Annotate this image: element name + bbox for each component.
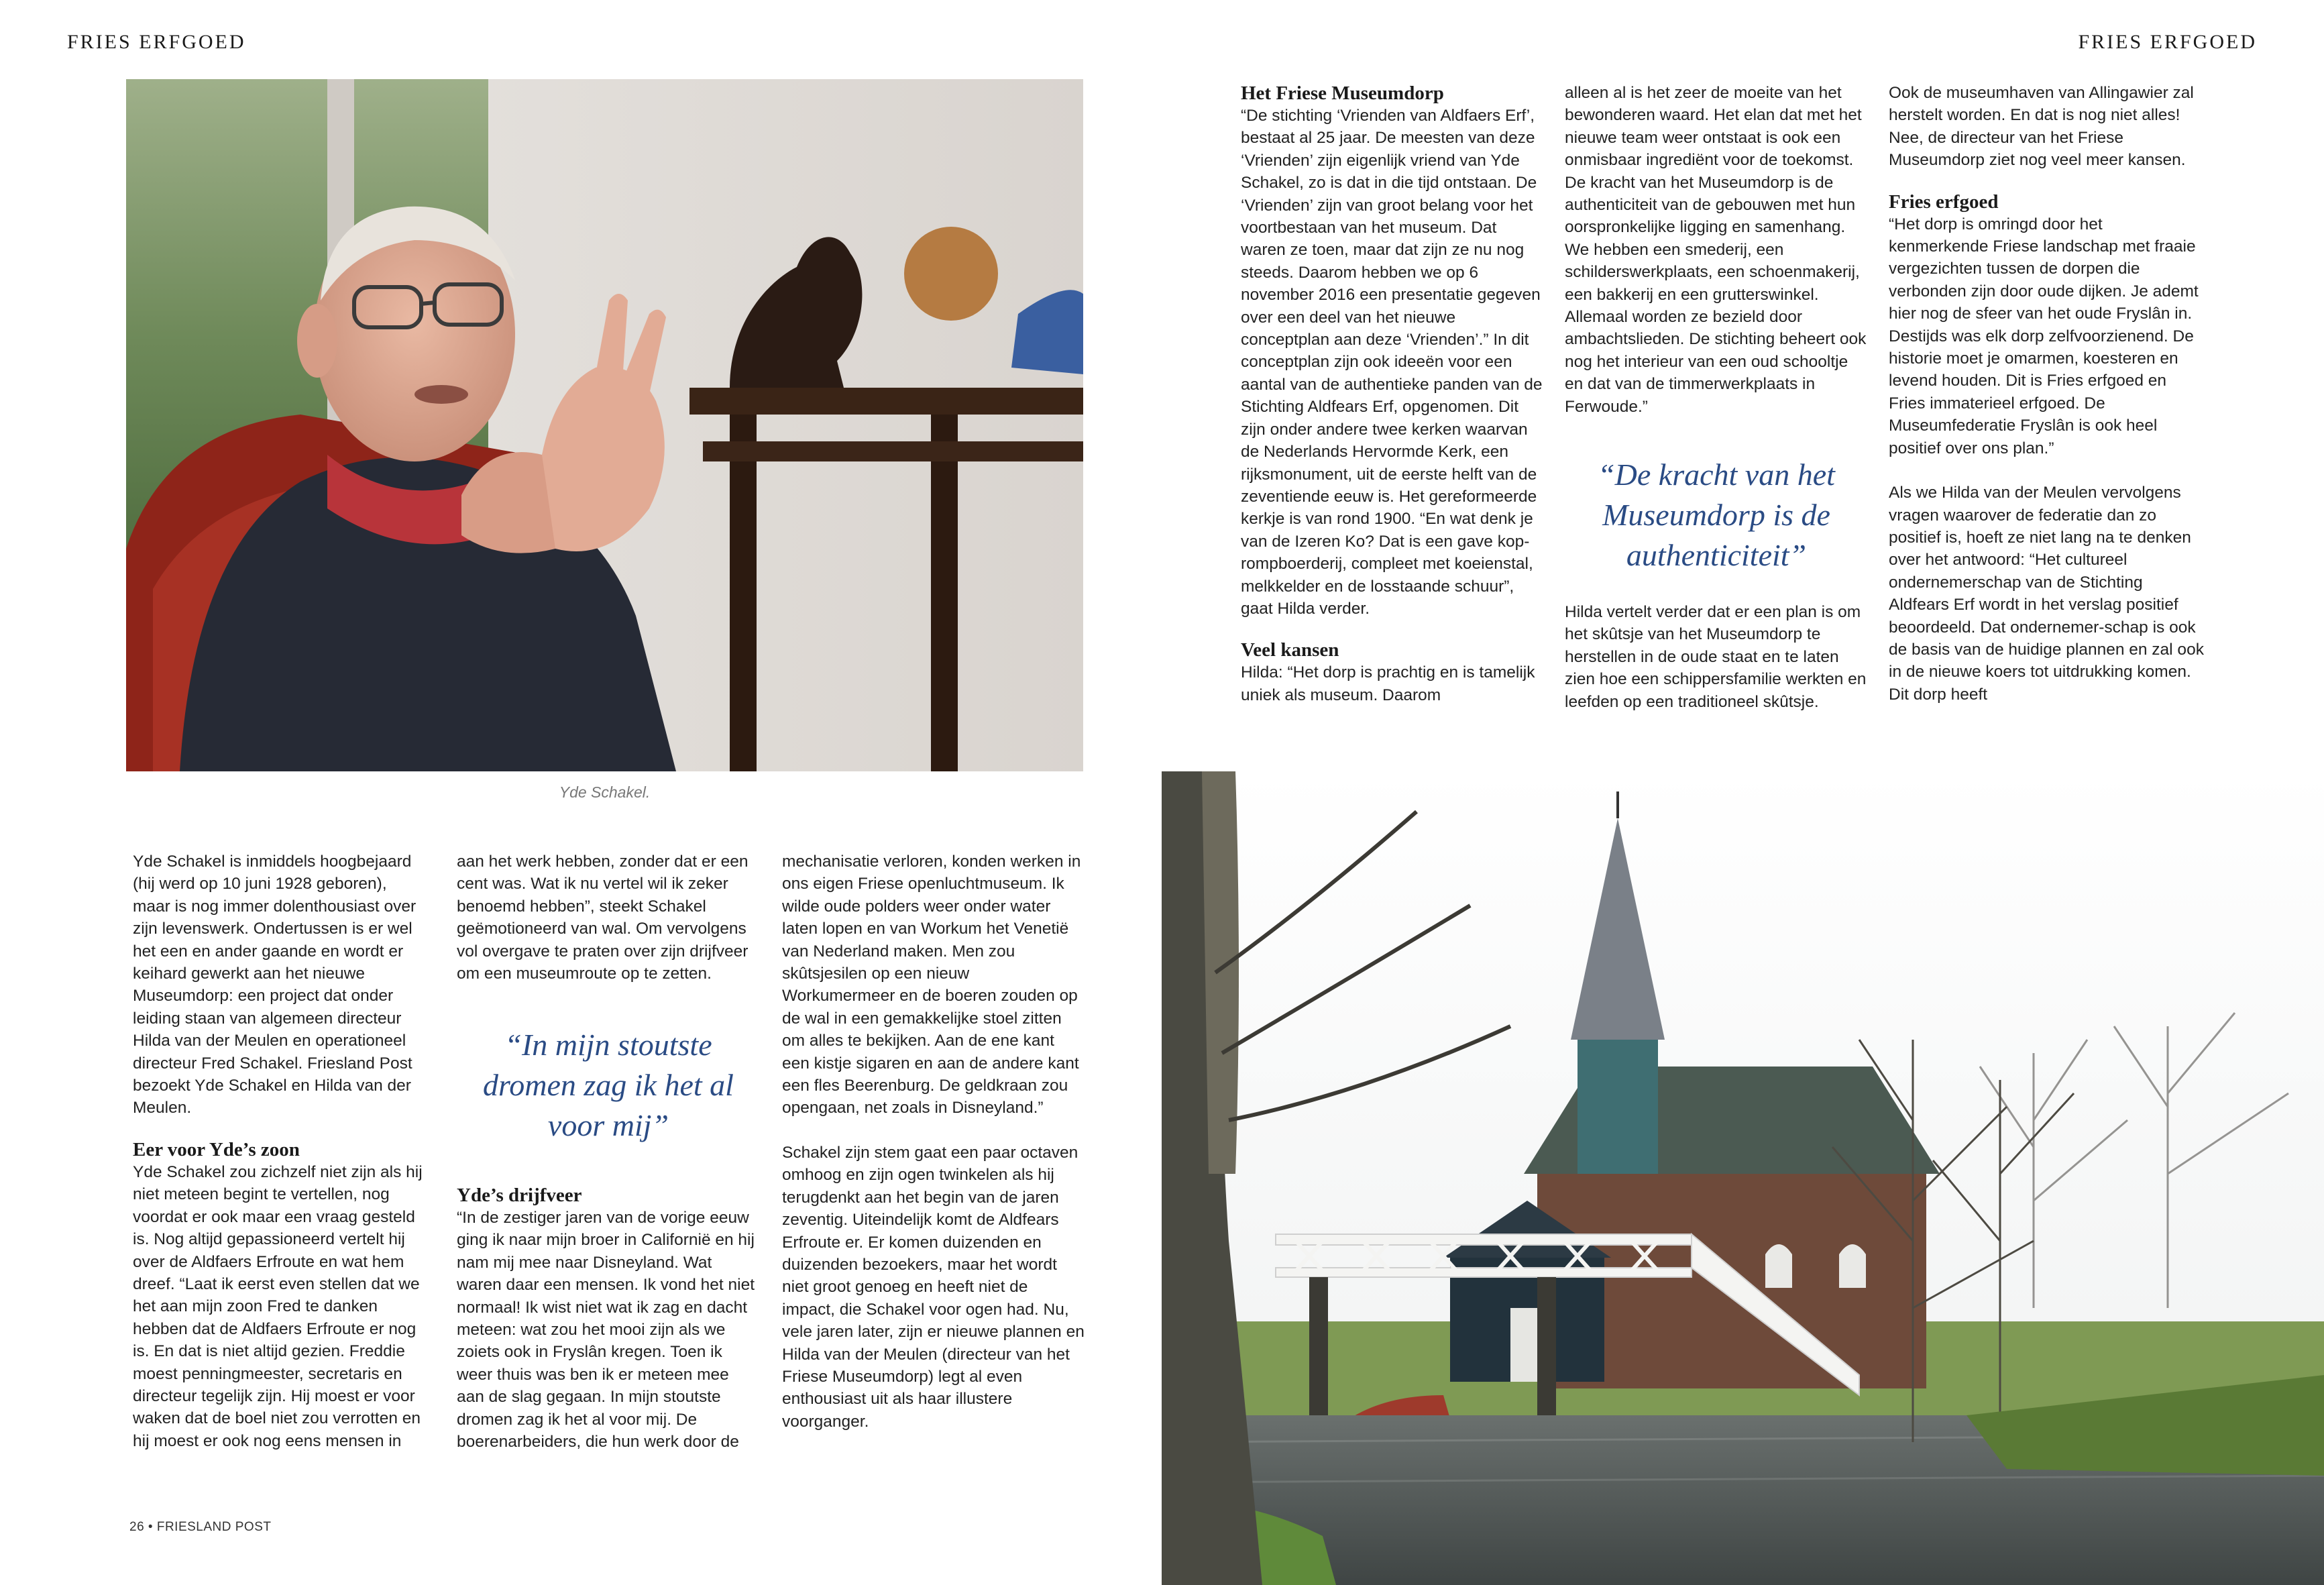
section-heading: Yde’s drijfveer xyxy=(457,1185,582,1206)
column-3 xyxy=(782,851,1085,1433)
running-head-right: FRIES ERFGOED xyxy=(2078,31,2257,53)
section-heading: Veel kansen xyxy=(1241,639,1339,661)
section-heading: Eer voor Yde’s zoon xyxy=(133,1138,300,1160)
paragraph: Ook de museumhaven van Allingawier zal herstelt worden. En dat is nog niet alles! Nee, de directeur van het Friese Museumdorp ziet nog veel meer kansen. xyxy=(1889,84,2194,170)
paragraph: Schakel zijn stem gaat een paar octaven omhoog en zijn ogen twinkelen als hij terugdenkt aan het begin van de jaren zeventig. Uiteindelijk komt de Aldfears Erfroute er. Er komen duizenden en duizenden bezoekers, maar het wordt niet groot genoeg en heeft niet de impact, die Schakel voor ogen had. Nu, vele jaren later, zijn er nieuwe plannen en Hilda van der Meulen (directeur van het Friese Museumdorp) legt al even enthousiast uit als haar illustere voorganger. xyxy=(782,1143,1085,1431)
section-heading: Het Friese Museumdorp xyxy=(1241,83,1444,104)
pull-quote: “In mijn stoutste dromen zag ik het al voor mij” xyxy=(483,1028,734,1142)
paragraph: Yde Schakel is inmiddels hoogbejaard (hij werd op 10 juni 1928 geboren), maar is nog immer dolenthousiast over zijn levenswerk. Ondertussen is er wel het een en ander gaande en wordt er keihard gewerkt aan het nieuwe Museumdorp: een project dat onder leiding staan van algemeen directeur Hilda van der Meulen en operationeel directeur Fred Schakel. Friesland Post bezoekt Yde Schakel en Hilda van der Meulen. xyxy=(133,853,417,1117)
paragraph: aan het werk hebben, zonder dat er een cent was. Wat ik nu vertel wil ik zeker benoemd hebben”, steekt Schakel geëmotioneerd van wal. Om vervolgens vol overgave te praten over zijn drijfveer om een museumroute op te zetten. xyxy=(457,853,749,983)
column-2 xyxy=(457,851,760,985)
photo-caption: Yde Schakel. xyxy=(559,783,651,801)
portrait-photo xyxy=(126,79,1083,771)
column-2-lower xyxy=(457,1184,760,1453)
paragraph: “In de zestiger jaren van de vorige eeuw ging ik naar mijn broer in Californië en hij nam mij mee naar Disneyland. Wat waren daar een mensen. Ik vond het niet normaal! Ik wist niet wat ik zag en dacht meteen: wat zou het mooi zijn als we zoiets ook in Fryslân kregen. Toen ik weer thuis was ben ik er meteen mee aan de slag gegaan. In mijn stoutste dromen zag ik het al voor mij. De boerenarbeiders, die hun werk door de xyxy=(457,1209,755,1452)
column-6 xyxy=(1889,82,2204,706)
paragraph: Hilda: “Het dorp is prachtig en is tamelijk uniek als museum. Daarom xyxy=(1241,663,1535,704)
pull-quote: “De kracht van het Museumdorp is de authenticiteit” xyxy=(1598,457,1835,572)
section-heading: Fries erfgoed xyxy=(1889,190,1999,213)
column-5 xyxy=(1565,82,1868,418)
paragraph: “De stichting ‘Vrienden van Aldfaers Erf’, bestaat al 25 jaar. De meesten van deze ‘Vrienden’ zijn eigenlijk vriend van Yde Schakel, zo is dat in die tijd ontstaan. De ‘Vrienden’ zijn van groot belang voor het voortbestaan van het museum. Dat waren ze toen, maar dat zijn ze nu nog steeds. Daarom hebben we op 6 november 2016 een presentatie gegeven over een deel van het nieuwe conceptplan aan deze ‘Vrienden’.” In dit conceptplan zijn ook ideeën voor een aantal van de authentieke panden van de Stichting Aldfears Erf, opgenomen. Dit zijn onder andere twee kerken waarvan de Nederlands Hervormde Kerk, een rijksmonument, uit de eerste helft van de zeventiende eeuw is. Het gereformeerde kerkje is van rond 1900. “En wat denk je van de Izeren Ko? Dat is een gave kop-rompboerderij, compleet met koeienstal, melkkelder en de losstaande schuur”, gaat Hilda verder. xyxy=(1241,107,1543,618)
column-5-lower xyxy=(1565,601,1868,713)
paragraph: Als we Hilda van der Meulen vervolgens vragen waarover de federatie dan zo positief is, hoeft ze niet lang na te denken over het antwoord: “Het cultureel ondernemerschap van de Stichting Aldfears Erf wordt in het verslag positief beoordeeld. Dat ondernemer-schap is ook de basis van de huidige plannen en zal ook in de nieuwe koers tot uitdrukking komen. Dit dorp heeft xyxy=(1889,484,2204,704)
page-folio: 26 • FRIESLAND POST xyxy=(129,1520,272,1534)
church-photo xyxy=(1162,771,2324,1585)
paragraph: Yde Schakel zou zichzelf niet zijn als hij niet meteen begint te vertellen, nog voordat er ook maar een vraag gesteld is. Nog altijd gepassioneerd vertelt hij over de Aldfaers Erfroute en wat hem dreef. “Laat ik eerst even stellen dat we het aan mijn zoon Fred te danken hebben dat de Aldfaers Erfroute er nog is. En dat is niet altijd gezien. Freddie moest penningmeester, secretaris en directeur tegelijk zijn. Hij moest er voor waken dat de boel niet zou verrotten en hij moest er ook nog eens mensen in xyxy=(133,1162,423,1450)
running-head-left: FRIES ERFGOED xyxy=(67,31,246,53)
paragraph: Hilda vertelt verder dat er een plan is om het skûtsje van het Museumdorp te herstellen in de oude staat en te laten zien hoe een schippersfamilie werkten en leefden op een traditioneel skûtsje. xyxy=(1565,603,1867,711)
paragraph: “Het dorp is omringd door het kenmerkende Friese landschap met fraaie vergezichten tussen de dorpen die verbonden zijn door oude dijken. Je ademt hier nog de sfeer van het oude Fryslân in. Destijds was elk dorp zelfvoorzienend. De historie moet je omarmen, koesteren en levend houden. Dit is Fries erfgoed en Fries immaterieel erfgoed. De Museumfederatie Fryslân is ook heel positief over ons plan.” xyxy=(1889,215,2199,457)
paragraph: mechanisatie verloren, konden werken in ons eigen Friese openluchtmuseum. Ik wilde oude polders weer onder water laten lopen en van Workum het Venetië van Nederland maken. Men zou skûtsjesilen op een nieuw Workumermeer en de boeren zouden op de wal in een gemakkelijke stoel zitten om alles te bekijken. Aan de ene kant een kistje sigaren en aan de andere kant een fles Beerenburg. De geldkraan zou opengaan, net zoals in Disneyland.” xyxy=(782,853,1081,1117)
paragraph: alleen al is het zeer de moeite van het bewonderen waard. Het elan dat met het nieuwe team weer ontstaat is ook een onmisbaar ingrediënt voor de toekomst. De kracht van het Museumdorp is de authenticiteit van de gebouwen met hun oorspronkelijke ligging en samenhang. We hebben een smederij, een schilderswerkplaats, een schoenmakerij, een bakkerij en een grutterswinkel. Allemaal worden ze bezield door ambachtslieden. De stichting beheert ook nog het interieur van een oud schooltje en dat van de timmerwerkplaats in Ferwoude.” xyxy=(1565,84,1867,416)
column-1 xyxy=(133,851,423,1452)
column-4 xyxy=(1241,82,1544,706)
